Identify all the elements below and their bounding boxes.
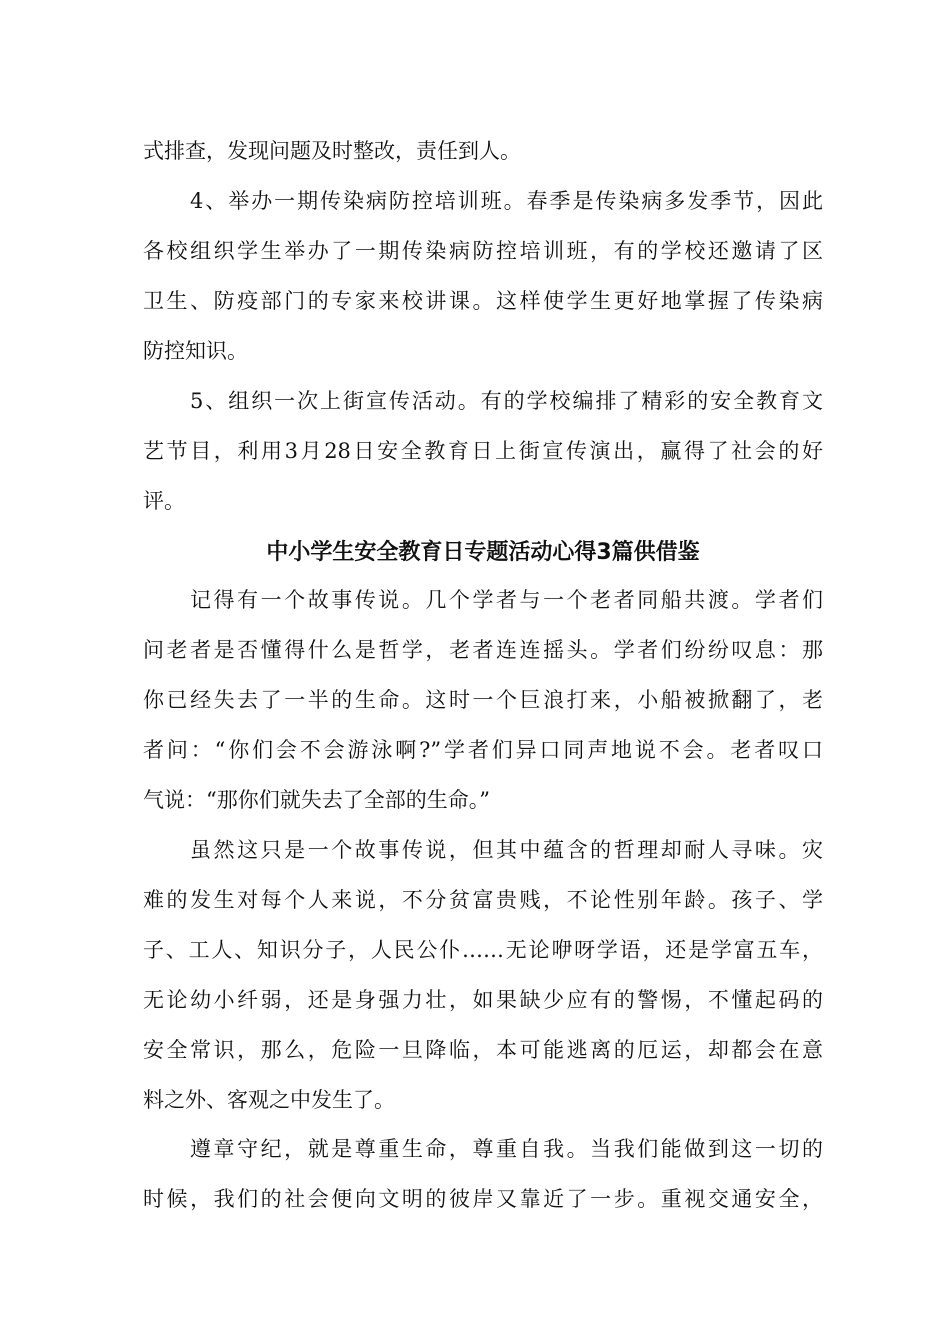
text-line: 无论幼小纤弱，还是身强力壮，如果缺少应有的警惕，不懂起码的 xyxy=(143,988,823,1012)
text-line: 者问：“你们会不会游泳啊?”学者们异口同声地说不会。老者叹口 xyxy=(143,738,823,762)
section-heading: 中小学生安全教育日专题活动心得3篇供借鉴 xyxy=(266,540,700,565)
text-line: 问老者是否懂得什么是哲学，老者连连摇头。学者们纷纷叹息：那 xyxy=(143,638,823,662)
text-line: 评。 xyxy=(143,489,185,513)
text-line: 料之外、客观之中发生了。 xyxy=(143,1088,395,1112)
text-line: 5、组织一次上街宣传活动。有的学校编排了精彩的安全教育文 xyxy=(190,389,823,413)
text-line: 时候，我们的社会便向文明的彼岸又靠近了一步。重视交通安全， xyxy=(143,1187,823,1211)
text-line: 艺节目，利用3月28日安全教育日上街宣传演出，赢得了社会的好 xyxy=(143,439,823,463)
text-line: 4、举办一期传染病防控培训班。春季是传染病多发季节，因此 xyxy=(190,189,823,213)
text-line: 各校组织学生举办了一期传染病防控培训班，有的学校还邀请了区 xyxy=(143,239,823,263)
text-line: 虽然这只是一个故事传说，但其中蕴含的哲理却耐人寻味。灾 xyxy=(190,838,823,862)
text-line: 防控知识。 xyxy=(143,339,248,363)
text-line: 式排查，发现问题及时整改，责任到人。 xyxy=(143,139,521,163)
text-line: 卫生、防疫部门的专家来校讲课。这样使学生更好地掌握了传染病 xyxy=(143,289,823,313)
text-line: 子、工人、知识分子，人民公仆……无论咿呀学语，还是学富五车， xyxy=(143,938,823,962)
text-line: 气说：“那你们就失去了全部的生命。” xyxy=(143,788,490,812)
text-line: 遵章守纪，就是尊重生命，尊重自我。当我们能做到这一切的 xyxy=(190,1137,823,1161)
text-line: 你已经失去了一半的生命。这时一个巨浪打来，小船被掀翻了，老 xyxy=(143,688,823,712)
text-line: 记得有一个故事传说。几个学者与一个老者同船共渡。学者们 xyxy=(190,588,823,612)
text-line: 安全常识，那么，危险一旦降临，本可能逃离的厄运，却都会在意 xyxy=(143,1038,823,1062)
text-line: 难的发生对每个人来说，不分贫富贵贱，不论性别年龄。孩子、学 xyxy=(143,888,823,912)
